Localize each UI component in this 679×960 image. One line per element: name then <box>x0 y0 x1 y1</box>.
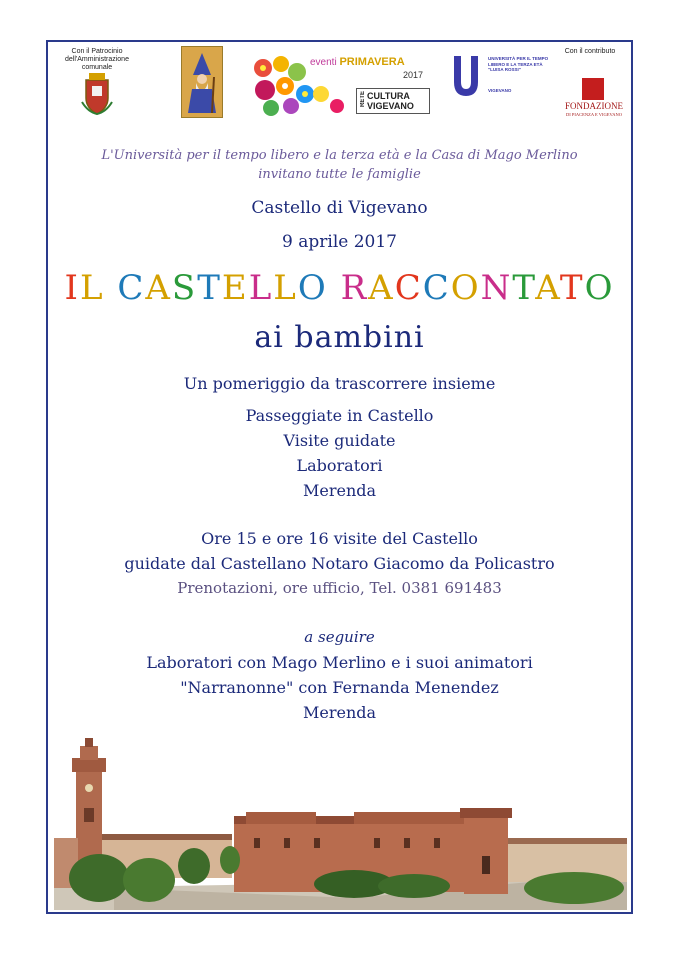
rete-side-label: RETE <box>360 91 366 108</box>
eventi-year: 2017 <box>403 70 424 80</box>
rete-line2: VIGEVANO <box>367 101 414 111</box>
title-letter: O <box>450 268 481 308</box>
title-letter: T <box>512 268 536 308</box>
title-letter: R <box>340 268 369 308</box>
title-letter: A <box>145 268 172 308</box>
contributo-label: Con il contributo <box>564 48 616 55</box>
patrocinio-label: Con il Patrocinio dell'Amministrazione comunale <box>65 48 129 71</box>
title-letter: I <box>64 268 80 308</box>
title-letter: C <box>422 268 451 308</box>
eventi-word: PRIMAVERA <box>339 56 405 68</box>
fondazione-logo-icon <box>582 78 604 100</box>
after-line-1: Laboratori con Mago Merlino e i suoi animatori <box>146 653 533 672</box>
after-line-3: Merenda <box>302 703 377 722</box>
venue: Castello di Vigevano <box>251 198 428 218</box>
event-date: 9 aprile 2017 <box>282 232 397 252</box>
eventi-prefix: eventi <box>310 57 337 68</box>
main-title <box>48 268 631 308</box>
title-letter: L <box>79 268 105 308</box>
title-letter: E <box>221 268 249 308</box>
title-letter: T <box>559 268 585 308</box>
program-item: Visite guidate <box>283 431 396 450</box>
subtitle: ai bambini <box>254 320 425 355</box>
rete-cultura-logo <box>356 88 430 114</box>
program-item: Passeggiate in Castello <box>245 406 434 425</box>
title-letter: A <box>368 268 395 308</box>
title-letter <box>328 268 341 308</box>
castle-photo <box>54 738 627 910</box>
title-letter: A <box>535 268 560 308</box>
wizard-icon <box>182 47 222 117</box>
visits-line-2: guidate dal Castellano Notaro Giacomo da Policastro <box>124 554 555 573</box>
booking-info: Prenotazioni, ore ufficio, Tel. 0381 691483 <box>177 579 502 597</box>
title-letter: O <box>584 268 615 308</box>
title-letter: N <box>480 268 513 308</box>
after-line-2: "Narranonne" con Fernanda Menendez <box>180 678 499 697</box>
university-city: VIGEVANO <box>488 88 512 93</box>
title-letter: O <box>297 268 328 308</box>
title-letter: L <box>248 268 274 308</box>
after-lead: a seguire <box>304 628 375 646</box>
rete-line1: CULTURA <box>367 91 410 101</box>
university-u-icon <box>451 54 481 98</box>
poster-frame <box>46 40 633 914</box>
eventi-primavera-label <box>310 56 405 68</box>
title-letter <box>105 268 118 308</box>
university-name: UNIVERSITÀ PER IL TEMPO LIBERO E LA TERZA ETÀ "LUISA ROSSI" <box>488 56 549 72</box>
intro-line-2: invitano tutte le famiglie <box>258 167 421 182</box>
title-letter: C <box>117 268 146 308</box>
mago-merlino-logo <box>181 46 223 118</box>
visits-line-1: Ore 15 e ore 16 visite del Castello <box>201 529 478 548</box>
program-item: Merenda <box>302 481 377 500</box>
town-crest-icon <box>80 72 114 116</box>
fondazione-subtitle: DI PIACENZA E VIGEVANO <box>566 112 622 117</box>
program-lead: Un pomeriggio da trascorrere insieme <box>183 374 496 393</box>
title-letter: L <box>273 268 298 308</box>
program-item: Laboratori <box>296 456 383 475</box>
title-letter: S <box>171 268 198 308</box>
fondazione-name: FONDAZIONE <box>565 101 623 111</box>
intro-line-1: L'Università per il tempo libero e la terza età e la Casa di Mago Merlino <box>101 148 578 163</box>
title-letter: T <box>197 268 222 308</box>
title-letter: C <box>394 268 423 308</box>
